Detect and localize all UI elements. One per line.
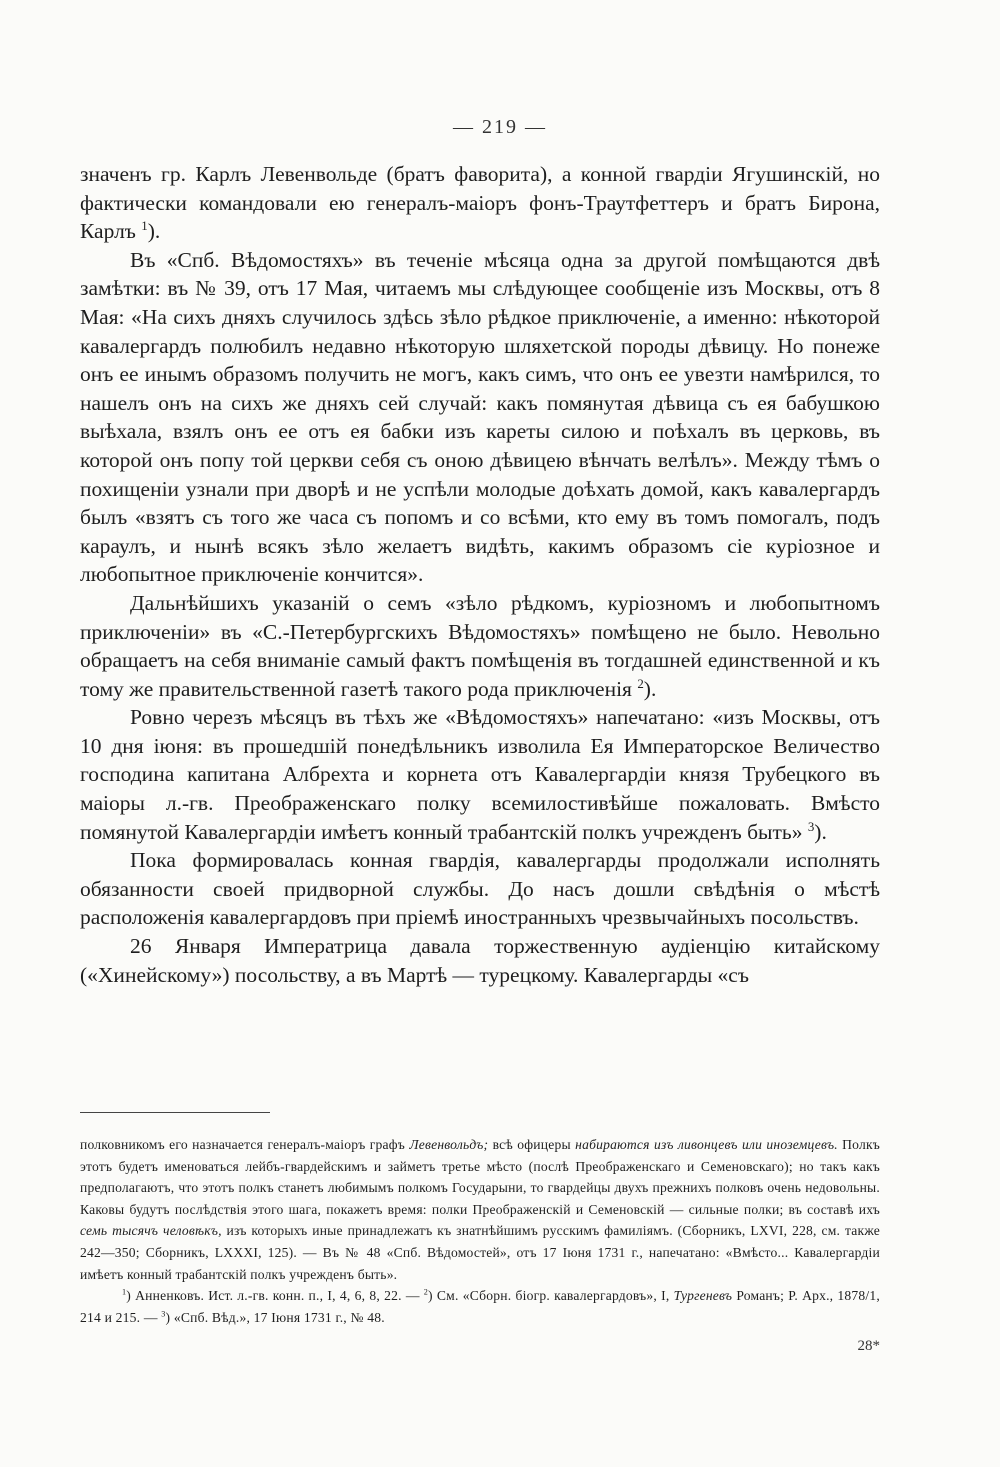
footnote-2-marker: 2 <box>423 1287 429 1297</box>
footnote-1-marker: 1 <box>122 1287 127 1297</box>
footnotes <box>80 1134 880 1328</box>
paragraph-6: 26 Января Императрица давала торжественную аудiенцiю китайскому («Хинейскому») посольству, а въ Мартѣ — турецкому. Кавалергарды «съ <box>80 934 880 987</box>
footnote-references: $^1$) Анненковъ. Ист. л.-гв. конн. п., I, 4, 6, 8, 22. — $^2$) См. «Сборн. бiогр. кавалергардовъ», I, Тургеневъ Романъ; Р. Арх., 1878/1, 214 и 215. — $^3$) «Спб. Вѣд.», 17 Iюня 1731 г., № 48. <box>80 1287 880 1325</box>
footnote-ref-3[interactable]: 3 <box>807 819 815 834</box>
footnote-3-marker: 3 <box>161 1309 166 1319</box>
page-number: — 219 — <box>453 116 547 138</box>
paragraph-3: Дальнѣйшихъ указанiй о семъ «зѣло рѣдкомъ, курiозномъ и любопытномъ приключенiи» въ «С.-Петербургскихъ Вѣдомостяхъ» помѣщено не было. Невольно обращаетъ на себя вниманiе самый фактъ помѣщенiя въ тогдашней единственной и къ тому же правительственной газетѣ такого рода приключенiя $^2$). <box>80 590 880 701</box>
footnote-ref-1[interactable]: 1 <box>141 219 148 234</box>
paragraph-1: значенъ гр. Карлъ Левенвольде (братъ фаворита), а конной гвардiи Ягушинскiй, но фактически командовали ею генералъ-маiоръ фонъ-Траутфеттеръ и братъ Бирона, Карлъ $^1$). <box>80 162 880 244</box>
main-text <box>80 160 880 989</box>
paragraph-4: Ровно черезъ мѣсяцъ въ тѣхъ же «Вѣдомостяхъ» напечатано: «изъ Москвы, отъ 10 дня iюня: въ прошедшiй понедѣльникъ изволила Ея Императорское Величество господина капитана Албрехта и корнета отъ Кавалергардiи князя Трубецкого въ маiоры л.-гв. Преображенскаго полку всемилостивѣйше пожаловать. Вмѣсто помянутой Кавалергардiи имѣетъ конный трабантскiй полкъ учрежденъ быть» $^3$). <box>80 705 880 844</box>
paragraph-5: Пока формировалась конная гвардiя, кавалергарды продолжали исполнять обязанности своей придворной службы. До насъ дошли свѣдѣнiя о мѣстѣ расположенiя кавалергардовъ при прiемѣ иностранныхъ чрезвычайныхъ посольствъ. <box>80 848 880 930</box>
footnote-ref-2[interactable]: 2 <box>637 676 644 691</box>
paragraph-2: Въ «Спб. Вѣдомостяхъ» въ теченiе мѣсяца одна за другой помѣщаются двѣ замѣтки: въ № 39, отъ 17 Мая, читаемъ мы слѣдующее сообщенiе изъ Москвы, отъ 8 Мая: «На сихъ дняхъ случилось здѣсь зѣло рѣдкое приключенiе, а именно: нѣкоторой кавалергардъ полюбилъ недавно нѣкоторую шляхетской породы дѣвицу. Но понеже онъ ее инымъ образомъ получить не могъ, какъ симъ, что онъ ее увезти намѣрился, то нашелъ онъ на сихъ же дняхъ сей случай: какъ помянутая дѣвица съ ея бабушкою выѣхала, взялъ онъ ее отъ ея бабки изъ кареты силою и поѣхалъ въ церковь, въ которой онъ попу той церкви себя съ оною дѣвицею вѣнчать велѣлъ». Между тѣмъ о похищенiи узнали при дворѣ и не успѣли молодые доѣхать домой, какъ кавалергардъ былъ «взятъ съ того же часа съ попомъ и со всѣми, кто ему въ томъ помогалъ, подъ караулъ, и нынѣ всякъ зѣло желаетъ видѣть, какимъ образомъ сiе курiозное и любопытное приключенiе кончится». <box>80 247 880 587</box>
footnote-divider <box>80 1112 270 1113</box>
footnote-continuation: полковникомъ его назначается генералъ-маiоръ графъ Левенвольдъ; всѣ офицеры набираются изъ ливонцевъ или иноземцевъ. Полкъ этотъ будетъ именоваться лейбъ-гвардейскимъ и займетъ третье мѣсто (послѣ Преображенскаго и Семеновскаго); но такъ какъ предполагаютъ, что этотъ полкъ станетъ любимымъ полкомъ Государыни, то гвардейцы двухъ прежнихъ полковъ очень недовольны. Каковы будутъ послѣдствiя этого шага, покажетъ время: полки Преображенскiй и Семеновскiй — сильные полки; въ составѣ ихъ семь тысячъ человѣкъ, изъ которыхъ иные принадлежатъ къ знатнѣйшимъ русскимъ фамилiямъ. (Сборникъ, LXVI, 228, см. также 242—350; Сборникъ, LXXXI, 125). — Въ № 48 «Спб. Вѣдомостей», отъ 17 Iюня 1731 г., напечатано: «Вмѣсто... Кавалергардiи имѣетъ конный трабантскiй полкъ учрежденъ быть». <box>80 1137 880 1282</box>
signature-mark: 28* <box>857 1338 880 1354</box>
